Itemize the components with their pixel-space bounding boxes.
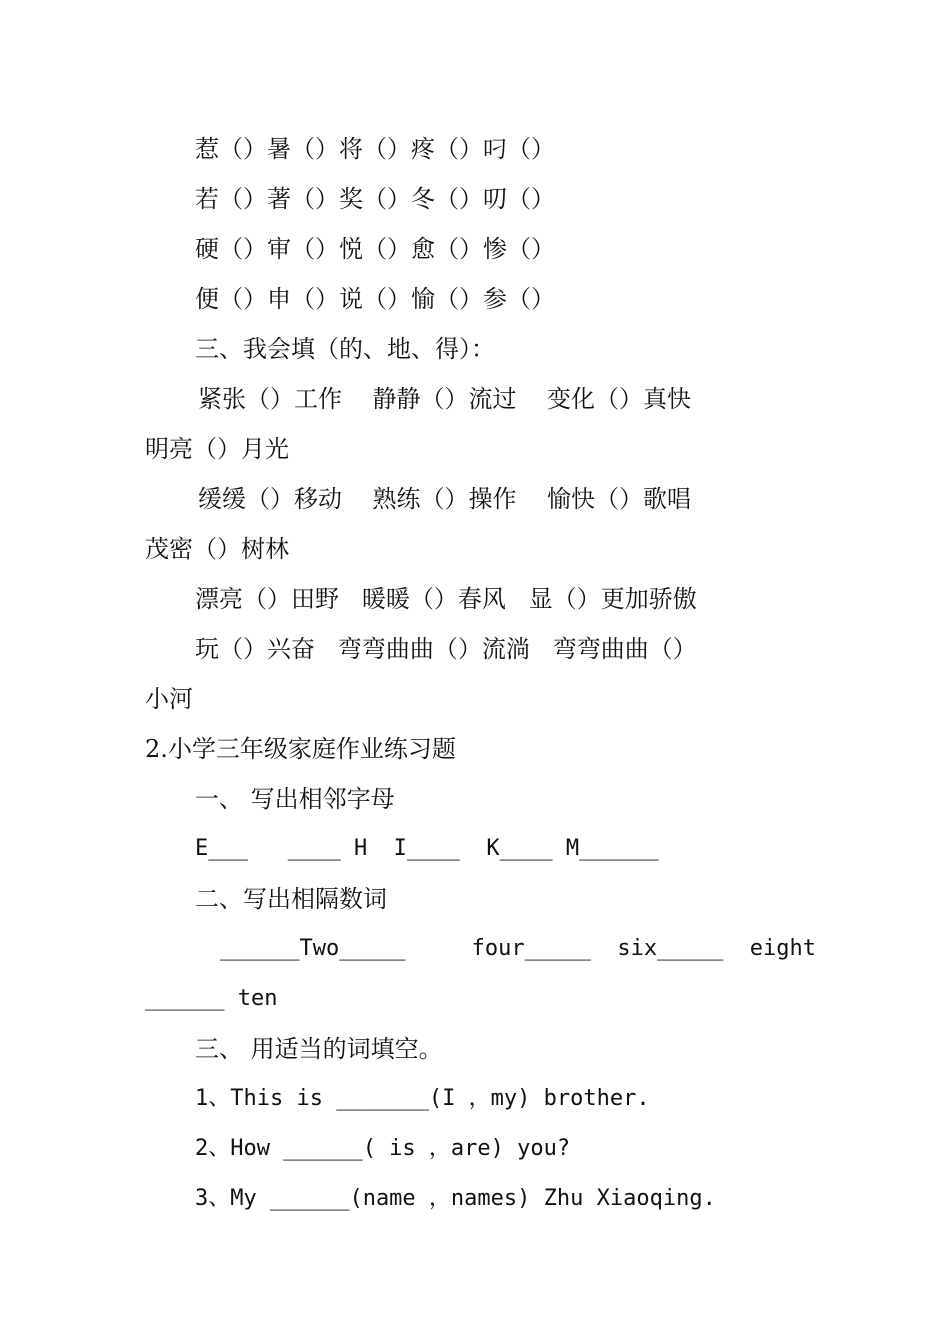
part1-letters-line: E___ ____ H I____ K____ M______ <box>195 836 659 861</box>
fill-row-2: 明亮（）月光 <box>145 435 289 463</box>
fill-row-3: 缓缓（）移动 熟练（）操作 愉快（）歌唱 <box>198 485 692 513</box>
char-row-4: 便（）申（）说（）愉（）参（） <box>195 285 555 313</box>
exercise-title: 2.小学三年级家庭作业练习题 <box>145 735 456 763</box>
question-2: 2、How ______( is ，are) you? <box>195 1136 571 1161</box>
fill-row-5: 漂亮（）田野 暖暖（）春风 显（）更加骄傲 <box>195 585 697 613</box>
fill-row-1: 紧张（）工作 静静（）流过 变化（）真快 <box>198 385 692 413</box>
char-row-3: 硬（）审（）悦（）愈（）惨（） <box>195 235 555 263</box>
char-row-1: 惹（）暑（）将（）疼（）叼（） <box>195 135 555 163</box>
part2-title: 二、写出相隔数词 <box>195 885 387 913</box>
fill-row-4: 茂密（）树林 <box>145 535 289 563</box>
part2-numbers-line-2: ______ ten <box>145 986 278 1011</box>
part1-title: 一、 写出相邻字母 <box>195 785 395 813</box>
fill-row-6: 玩（）兴奋 弯弯曲曲（）流淌 弯弯曲曲（） <box>195 635 697 663</box>
char-row-2: 若（）著（）奖（）冬（）叨（） <box>195 185 555 213</box>
question-1: 1、This is _______(I ，my) brother. <box>195 1086 650 1111</box>
part2-numbers-line-1: ______Two_____ four_____ six_____ eight <box>220 936 817 961</box>
fill-row-7: 小河 <box>145 685 193 713</box>
section-three-title: 三、我会填（的、地、得）： <box>195 335 495 363</box>
part3-title: 三、 用适当的词填空。 <box>195 1035 443 1063</box>
question-3: 3、My ______(name ，names) Zhu Xiaoqing. <box>195 1186 716 1211</box>
